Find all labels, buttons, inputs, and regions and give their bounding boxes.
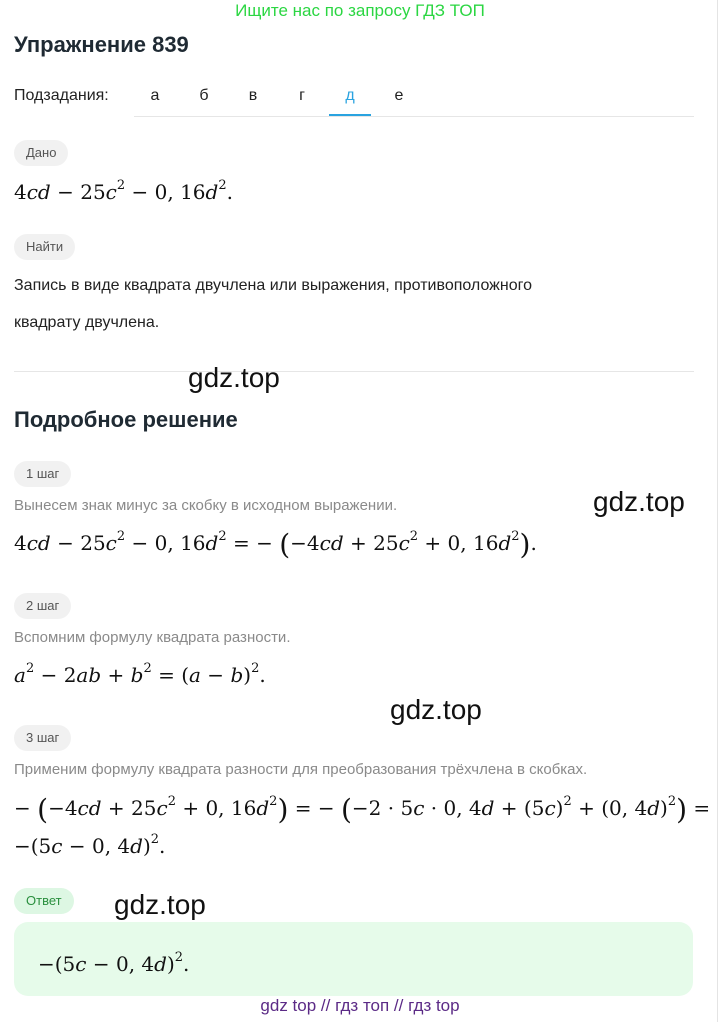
watermark: gdz.top (188, 362, 280, 393)
solution-title: Подробное решение (14, 407, 238, 432)
find-text-line2: квадрату двучлена. (14, 314, 160, 331)
tab-e[interactable]: е (394, 87, 404, 104)
subtasks-label: Подзадания: (14, 87, 109, 104)
watermark: gdz.top (593, 486, 685, 517)
step-1-chip: 1 шаг (14, 461, 71, 487)
step-3-formula-line1: − ($-4cd + 25c^2 + 0$, $16d^2$) = − (−2 · 5c · 0, $4d + (5c)^2 + (0$, 4d)$^2$) = (14, 793, 711, 826)
tab-g[interactable]: г (299, 87, 305, 104)
step-1-formula: $4cd - 25c^2 - 0$, $16d^2$ = − ($-4cd + 25c^2 + 0$, $16d^2$). (14, 528, 537, 561)
step-1-hint: Вынесем знак минус за скобку в исходном выражении. (14, 497, 398, 514)
promo-banner: Ищите нас по запросу ГДЗ ТОП (235, 1, 485, 20)
step-2-hint: Вспомним формулу квадрата разности. (14, 629, 291, 646)
given-chip: Дано (14, 140, 68, 166)
tab-d[interactable]: д (329, 76, 371, 116)
answer-formula: −(5c − 0, 4d)$^2$. (38, 950, 190, 976)
step-2-chip: 2 шаг (14, 593, 71, 619)
answer-chip: Ответ (14, 888, 74, 914)
step-3-formula-line2: −(5c − 0, 4d)$^2$. (14, 832, 166, 858)
watermark: gdz.top (390, 694, 482, 725)
watermark: gdz.top (114, 889, 206, 920)
given-expression: $4cd - 25c^2 - 0$, $16d^2$. (14, 178, 233, 204)
step-3-hint: Применим формулу квадрата разности для преобразования трёхчлена в скобках. (14, 761, 588, 778)
right-border (717, 0, 718, 1022)
tab-b[interactable]: б (199, 87, 209, 104)
step-2-formula: $a^2 - 2ab + b^2 = (a - b)^2$. (14, 661, 266, 687)
footer-links[interactable]: gdz top // гдз топ // гдз top (260, 996, 460, 1015)
subtasks-tabs (134, 76, 694, 117)
step-3-chip: 3 шаг (14, 725, 71, 751)
find-text-line1: Запись в виде квадрата двучлена или выражения, противоположного (14, 277, 532, 294)
page-title: Упражнение 839 (14, 32, 189, 57)
tab-v[interactable]: в (248, 87, 258, 104)
tab-a[interactable]: а (150, 87, 160, 104)
section-divider (14, 371, 694, 372)
find-chip: Найти (14, 234, 75, 260)
